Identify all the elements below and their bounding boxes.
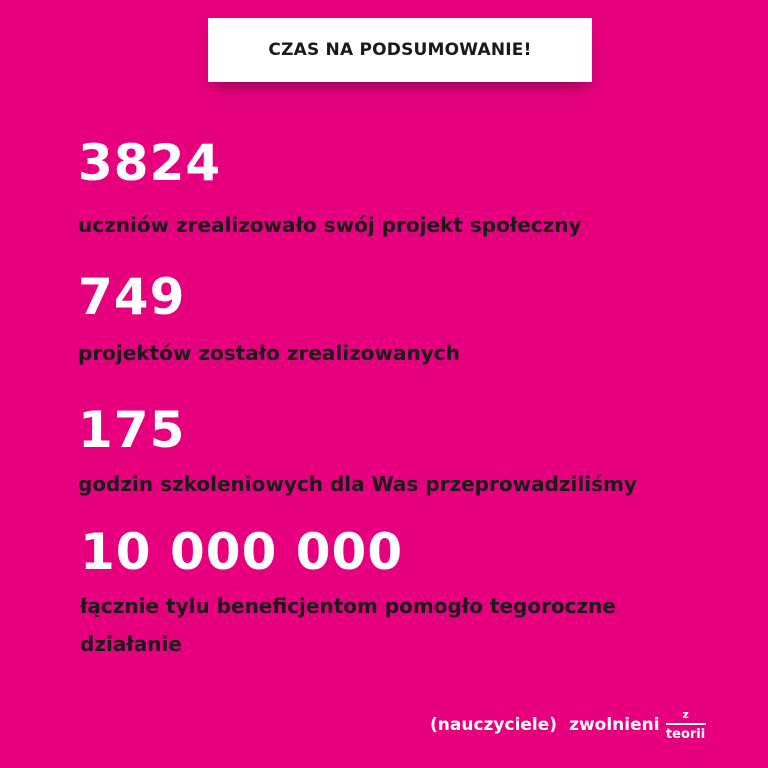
logo-fraction	[666, 709, 706, 741]
stat-description: uczniów zrealizowało swój projekt społeczny	[78, 213, 582, 237]
stat-description: godzin szkoleniowych dla Was przeprowadziliśmy	[78, 472, 637, 496]
stat-training-hours	[78, 401, 718, 503]
stat-projects	[78, 268, 460, 372]
logo-text-z: z	[682, 708, 689, 721]
stat-students	[78, 134, 582, 244]
header-banner	[208, 18, 592, 82]
stat-description: łącznie tylu beneficjentom pomogło tegoroczne działanie	[80, 594, 616, 656]
logo-divider	[666, 723, 706, 725]
stat-number: 10 000 000	[80, 523, 404, 581]
logo-text-teorii: teorii	[665, 727, 706, 742]
stat-number: 3824	[78, 134, 222, 192]
logo-text-zwolnieni: zwolnieni	[569, 715, 660, 735]
stat-number: 175	[78, 401, 186, 459]
page-title: CZAS NA PODSUMOWANIE!	[268, 40, 532, 60]
stat-beneficiaries	[80, 523, 700, 663]
logo-text-nauczyciele: (nauczyciele)	[430, 715, 558, 735]
stat-description: projektów zostało zrealizowanych	[78, 341, 460, 365]
stat-number: 749	[78, 268, 186, 326]
footer-logo	[430, 700, 750, 750]
